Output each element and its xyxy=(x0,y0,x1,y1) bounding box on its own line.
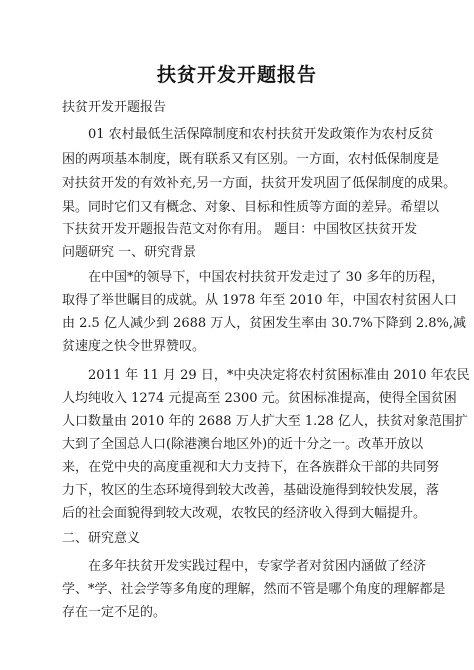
paragraph-line: 人口数量由 2010 年的 2688 万人扩大至 1.28 亿人，扶贫对象范围扩 xyxy=(62,414,468,429)
paragraph-line: 在多年扶贫开发实践过程中，专家学者对贫困内涵做了经济 xyxy=(88,559,427,574)
paragraph-line: 取得了举世瞩目的成就。从 1978 年至 2010 年，中国农村贫困人口 xyxy=(62,293,457,308)
paragraph-line: 后的社会面貌得到较大改观，农牧民的经济收入得到大幅提升。 xyxy=(62,506,427,521)
paragraph-line: 2011 年 11 月 29 日，*中央决定将农村贫困标准由 2010 年农民 xyxy=(88,368,470,383)
paragraph-line: 学、*学、社会学等多角度的理解，然而不管是哪个角度的理解都是 xyxy=(62,582,446,597)
paragraph-line: 存在一定不足的。 xyxy=(62,605,167,620)
section-heading-background: 问题研究 一、研究背景 xyxy=(62,245,197,260)
paragraph-line: 贫速度之快令世界赞叹。 xyxy=(62,339,206,354)
paragraph-line: 对扶贫开发的有效补充,另一方面，扶贫开发巩固了低保制度的成果。 xyxy=(62,176,457,191)
paragraph-line: 果。同时它们又有概念、对象、目标和性质等方面的差异。希望以 xyxy=(62,200,440,215)
document-subtitle: 扶贫开发开题报告 xyxy=(62,100,167,115)
paragraph-line: 来，在党中央的高度重视和大力支持下，在各族群众干部的共同努 xyxy=(62,460,440,475)
paragraph-line: 由 2.5 亿人减少到 2688 万人，贫困发生率由 30.7%下降到 2.8%,减 xyxy=(62,316,467,331)
paragraph-line: 在中国*的领导下，中国农村扶贫开发走过了 30 多年的历程， xyxy=(88,270,445,285)
section-heading-significance: 二、研究意义 xyxy=(62,531,141,546)
paragraph-line: 大到了全国总人口(除港澳台地区外)的近十分之一。改革开放以 xyxy=(62,437,424,452)
paragraph-line: 困的两项基本制度，既有联系又有区别。一方面，农村低保制度是 xyxy=(62,152,440,167)
paragraph-line: 力下，牧区的生态环境得到较大改善，基础设施得到较快发展，落 xyxy=(62,483,440,498)
paragraph-line: 人均纯收入 1274 元提高至 2300 元。贫困标准提高，使得全国贫困 xyxy=(62,391,457,406)
document-title: 扶贫开发开题报告 xyxy=(156,64,317,86)
paragraph-line: 01 农村最低生活保障制度和农村扶贫开发政策作为农村反贫 xyxy=(88,127,434,142)
paragraph-line: 下扶贫开发开题报告范文对你有用。 题目：中国牧区扶贫开发 xyxy=(62,222,418,237)
